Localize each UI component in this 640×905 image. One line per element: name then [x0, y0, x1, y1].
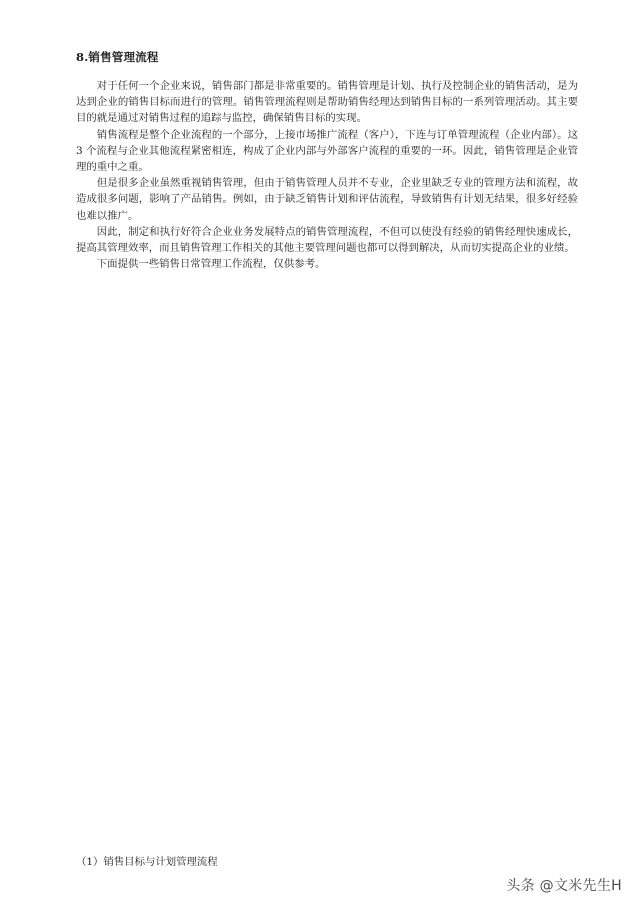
paragraph-intro: 对于任何一个企业来说，销售部门都是非常重要的。销售管理是计划、执行及控制企业的销售活动，是为达到企业的销售目标而进行的管理。销售管理流程则是帮助销售经理达到销售目标的一系列管理活动。其主要目的就是通过对销售过程的追踪与监控，确保销售目标的实现。	[76, 80, 578, 125]
paragraph-problems: 但是很多企业虽然重视销售管理，但由于销售管理人员并不专业，企业里缺乏专业的管理方法和流程，故造成很多问题，影响了产品销售。例如，由于缺乏销售计划和评估流程，导致销售有计划无结果，很多好经验也难以推广。	[76, 177, 578, 222]
paragraph-process: 销售流程是整个企业流程的一个部分，上接市场推广流程（客户），下连与订单管理流程（企业内部）。这 3 个流程与企业其他流程紧密相连，构成了企业内部与外部客户流程的重要的一环。因此，销售管理是企业管理的重中之重。	[76, 128, 578, 174]
paragraph-reference: 下面提供一些销售日常管理工作流程，仅供参考。	[96, 258, 326, 271]
paragraph-conclusion: 因此，制定和执行好符合企业业务发展特点的销售管理流程，不但可以使没有经验的销售经理快速成长，提高其管理效率，而且销售管理工作相关的其他主要管理问题也都可以得到解决，从而切实提高企业的业绩。	[76, 225, 578, 255]
watermark: 头条 @文米先生H	[506, 878, 622, 894]
body-text	[76, 78, 578, 272]
subsection-heading: （1）销售目标与计划管理流程	[76, 856, 218, 868]
section-heading: 8.销售管理流程	[76, 50, 159, 64]
